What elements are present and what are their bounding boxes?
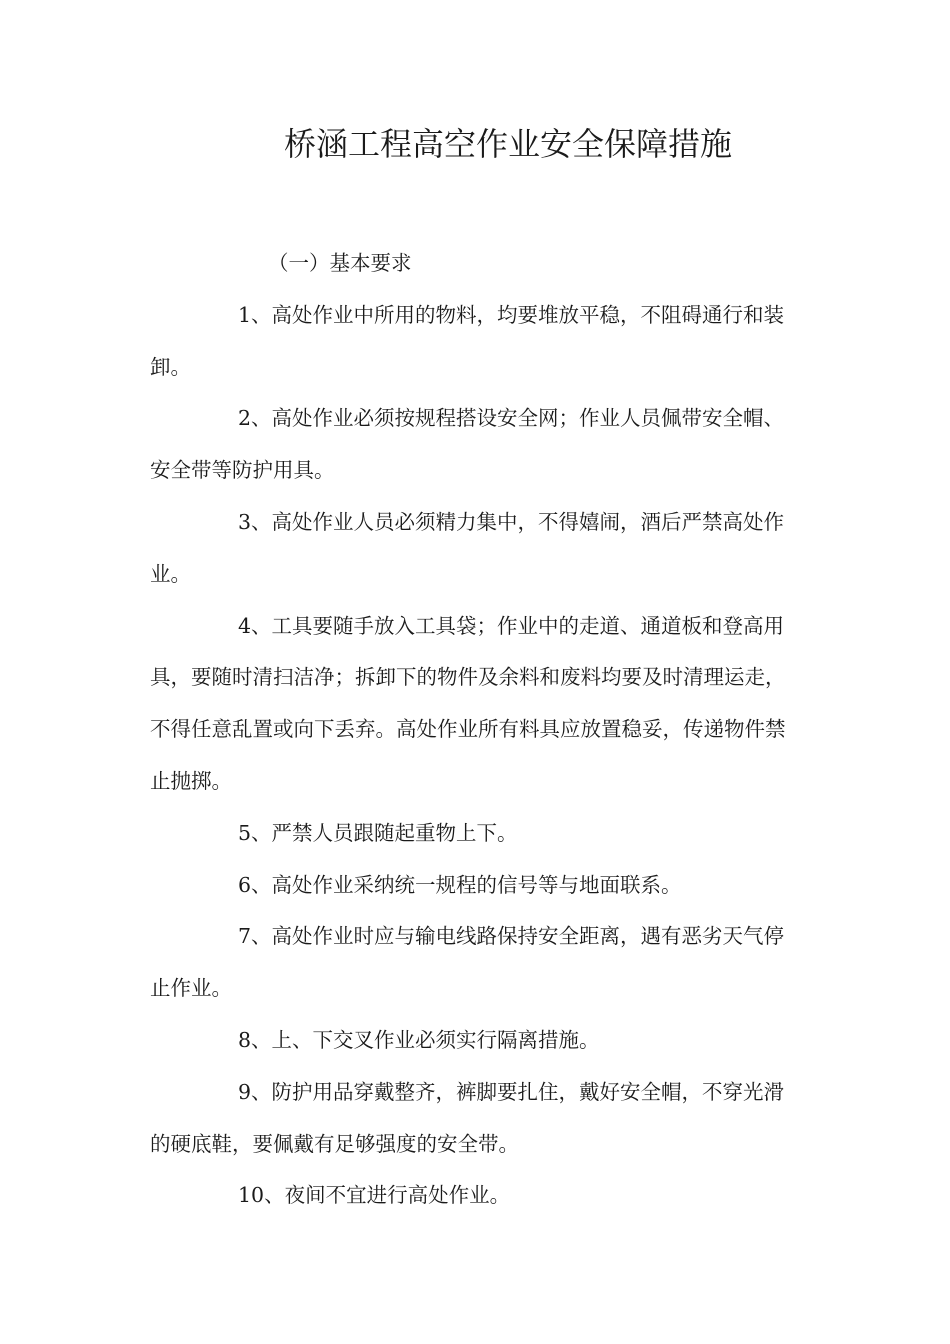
list-item <box>150 911 800 1015</box>
item-text-10a: 10、夜间不宜进行高处作业。 <box>238 1183 511 1208</box>
list-item <box>150 1170 800 1222</box>
item-text-2b: 帽、安全带等防护用具。 <box>150 406 785 483</box>
item-text-2a: 2、高处作业必须按规程搭设安全网；作业人员佩带安全 <box>238 406 744 431</box>
list-item <box>150 601 800 808</box>
item-text-8a: 8、上、下交叉作业必须实行隔离措施。 <box>238 1027 600 1052</box>
list-item <box>150 393 800 497</box>
list-item <box>150 808 800 860</box>
section-heading: （一）基本要求 <box>268 251 412 275</box>
item-text-3b: 处作业。 <box>150 509 785 586</box>
document-title: 桥涵工程高空作业安全保障措施 <box>283 125 732 163</box>
item-text-6a: 6、高处作业采纳统一规程的信号等与地面联系。 <box>238 872 682 897</box>
document-body <box>150 238 800 1222</box>
item-text-9b: 光滑的硬底鞋，要佩戴有足够强度的安全带。 <box>150 1079 785 1156</box>
item-text-4a: 4、工具要随手放入工具袋；作业中的走道、通道板和登 <box>238 613 744 638</box>
item-text-9a: 9、防护用品穿戴整齐，裤脚要扎住，戴好安全帽，不穿 <box>238 1079 744 1104</box>
item-text-1b: 和装卸。 <box>150 302 785 379</box>
list-item <box>150 1015 800 1067</box>
list-item <box>150 290 800 394</box>
item-text-7b: 气停止作业。 <box>150 924 785 1001</box>
list-item <box>150 497 800 601</box>
item-text-7a: 7、高处作业时应与输电线路保持安全距离，遇有恶劣天 <box>238 924 744 949</box>
list-item <box>150 860 800 912</box>
list-item <box>150 1067 800 1171</box>
item-text-5a: 5、严禁人员跟随起重物上下。 <box>238 820 518 845</box>
item-text-3a: 3、高处作业人员必须精力集中，不得嬉闹，酒后严禁高 <box>238 509 744 534</box>
item-text-4b: 高用具，要随时清扫洁净；拆卸下的物件及余料和废料均要及时清理运走，不得任意乱置或向下丢弃。高处作业所有料具应放置稳妥，传递物件禁止抛掷。 <box>150 613 786 793</box>
item-text-1a: 1、高处作业中所用的物料，均要堆放平稳，不阻碍通行 <box>238 302 744 327</box>
